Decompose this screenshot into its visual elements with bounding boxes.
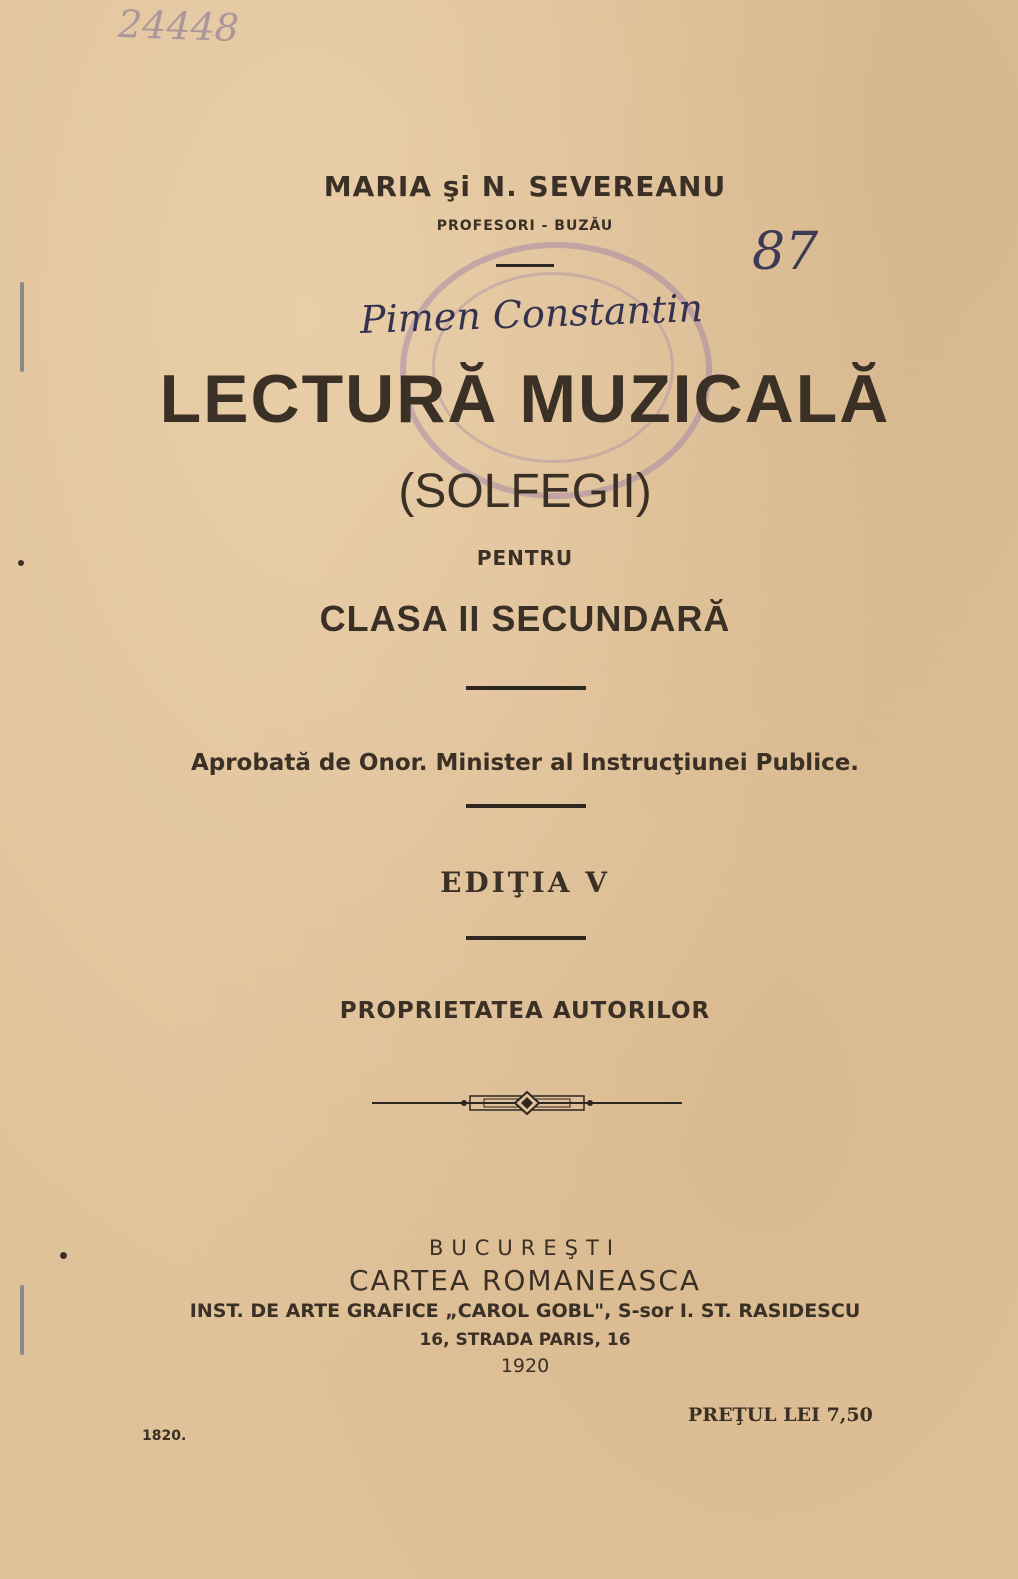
catalog-number-handwritten: 24448: [117, 1, 240, 51]
book-title: LECTURĂ MUZICALĂ: [159, 361, 891, 437]
divider-1: [466, 686, 586, 690]
imprint-city: BUCUREŞTI: [428, 1236, 622, 1260]
for-label: PENTRU: [476, 546, 574, 570]
grade-level: CLASA II SECUNDARĂ: [319, 598, 731, 639]
inventory-number-handwritten: 87: [752, 222, 819, 282]
imprint-address: 16, STRADA PARIS, 16: [419, 1330, 631, 1350]
divider-3: [466, 936, 586, 940]
authors-profession: PROFESORI - BUZĂU: [436, 218, 614, 234]
divider-short: [496, 264, 554, 267]
imprint-publisher: CARTEA ROMANEASCA: [348, 1264, 702, 1297]
price-label: PREŢUL LEI 7,50: [688, 1404, 873, 1426]
edition-number: EDIŢIA V: [440, 866, 610, 899]
owner-signature: Pimen Constantin: [359, 286, 704, 342]
print-run-code: 1820.: [142, 1428, 187, 1444]
authors-line: MARIA şi N. SEVEREANU: [323, 170, 727, 203]
divider-2: [466, 804, 586, 808]
book-subtitle: (SOLFEGII): [398, 465, 652, 518]
ministry-approval: Aprobată de Onor. Minister al Instrucţiunei Publice.: [190, 750, 860, 776]
author-rights: PROPRIETATEA AUTORILOR: [339, 998, 711, 1024]
ornamental-divider-icon: [372, 1088, 682, 1118]
imprint-year: 1920: [500, 1355, 550, 1377]
imprint-printer: INST. DE ARTE GRAFICE „CAROL GOBL", S-sor I. ST. RASIDESCU: [189, 1300, 861, 1322]
staple-top: [20, 282, 24, 372]
